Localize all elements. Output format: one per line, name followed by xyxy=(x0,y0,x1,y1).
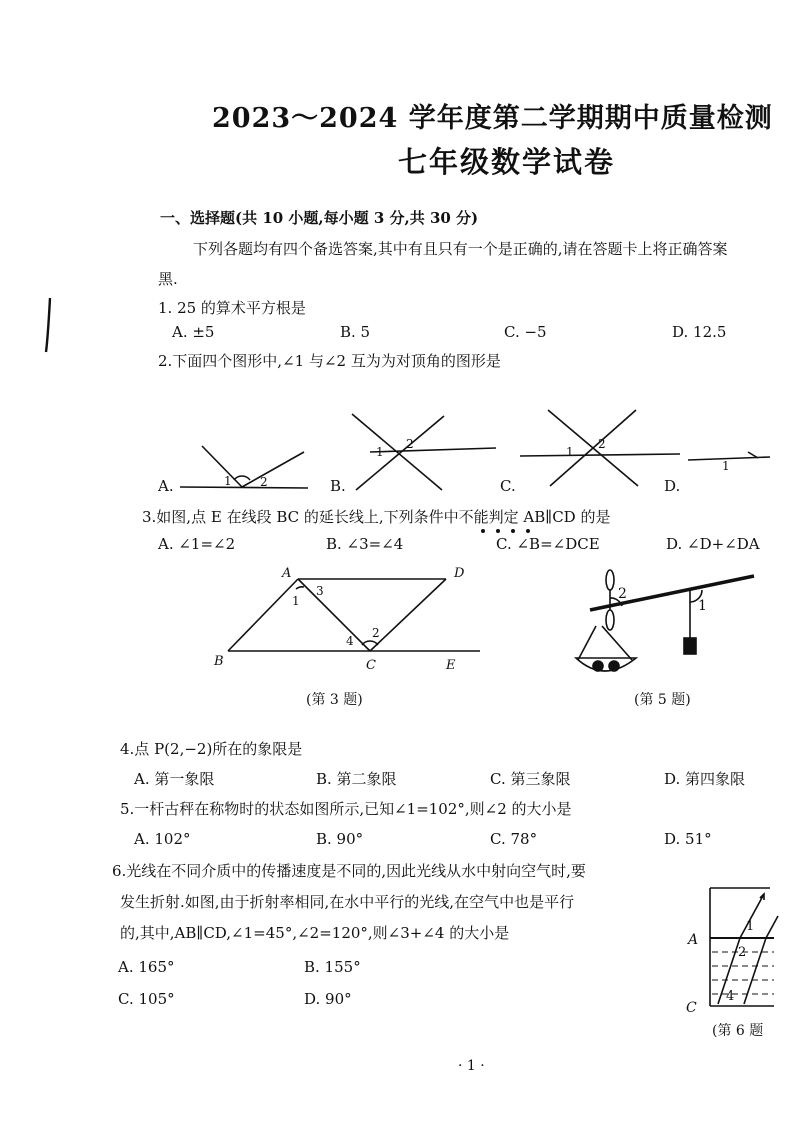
q5-option-a: A. 102° xyxy=(134,830,191,848)
q6-stem-line1: 6.光线在不同介质中的传播速度是不同的,因此光线从水中射向空气时,要 xyxy=(112,862,586,880)
q5-figure xyxy=(572,566,782,696)
q4-option-a: A. 第一象限 xyxy=(134,770,215,788)
q6-option-a: A. 165° xyxy=(118,958,175,976)
section-instructions: 下列各题均有四个备选答案,其中有且只有一个是正确的,请在答题卡上将正确答案 xyxy=(193,240,728,258)
q3-angle1-label: 1 xyxy=(292,594,300,608)
q3-stem: 3.如图,点 E 在线段 BC 的延长线上,下列条件中不能判定 AB∥CD 的是 xyxy=(142,508,611,526)
q2d-angle1-label: 1 xyxy=(722,459,730,473)
q2b-angle1-label: 1 xyxy=(376,445,384,459)
q6-option-b: B. 155° xyxy=(304,958,361,976)
q2b-angle2-label: 2 xyxy=(406,437,414,451)
q6-angle2-label: 2 xyxy=(738,945,747,960)
q3-figure-caption: (第 3 题) xyxy=(306,692,363,708)
exam-subtitle: 七年级数学试卷 xyxy=(398,145,616,179)
q6-point-a: A xyxy=(688,932,699,948)
q3-option-c: C. ∠B=∠DCE xyxy=(496,535,600,553)
q2a-angle1-label: 1 xyxy=(224,474,232,488)
q4-option-d: D. 第四象限 xyxy=(664,770,746,788)
q5-figure-caption: (第 5 题) xyxy=(634,692,691,708)
q4-option-c: C. 第三象限 xyxy=(490,770,571,788)
q1-option-b: B. 5 xyxy=(340,323,371,341)
section-instructions-cont: 黑. xyxy=(158,270,178,288)
q3-option-a: A. ∠1=∠2 xyxy=(158,535,236,553)
q1-option-c: C. −5 xyxy=(504,323,547,341)
q3-angle4-label: 4 xyxy=(346,634,354,648)
q2-stem: 2.下面四个图形中,∠1 与∠2 互为为对顶角的图形是 xyxy=(158,352,501,370)
q6-option-c: C. 105° xyxy=(118,990,175,1008)
q2-figure-b xyxy=(330,408,500,498)
q3-figure xyxy=(210,565,490,675)
q3-angle2-label: 2 xyxy=(372,626,380,640)
q1-stem: 1. 25 的算术平方根是 xyxy=(158,299,306,317)
q2-figure-c xyxy=(520,406,680,496)
q5-angle1-label: 1 xyxy=(698,598,707,614)
q2-option-d: D. xyxy=(664,477,681,495)
q6-angle4-label: 4 xyxy=(726,989,735,1004)
q2c-angle1-label: 1 xyxy=(566,445,574,459)
exam-title: 2023～2024 学年度第二学期期中质量检测 xyxy=(212,103,773,134)
q5-option-d: D. 51° xyxy=(664,830,712,848)
q3-option-b: B. ∠3=∠4 xyxy=(326,535,404,553)
q3-emphasis-dots xyxy=(478,528,548,534)
q6-figure-caption: (第 6 题 xyxy=(712,1023,764,1039)
q6-figure xyxy=(684,882,784,1016)
q5-angle2-label: 2 xyxy=(618,586,627,602)
q1-option-d: D. 12.5 xyxy=(672,323,727,341)
q3-point-d: D xyxy=(454,566,465,581)
q2-figure-d xyxy=(688,450,778,490)
q2-option-b: B. xyxy=(330,477,346,495)
q3-point-c: C xyxy=(366,658,376,673)
q2-option-a: A. xyxy=(158,477,174,495)
q6-option-d: D. 90° xyxy=(304,990,352,1008)
q3-point-e: E xyxy=(446,658,456,673)
section-heading: 一、选择题(共 10 小题,每小题 3 分,共 30 分) xyxy=(160,209,479,227)
q2-figure-a xyxy=(180,440,340,500)
q5-option-c: C. 78° xyxy=(490,830,538,848)
q2a-angle2-label: 2 xyxy=(260,475,268,489)
q4-stem: 4.点 P(2,−2)所在的象限是 xyxy=(120,740,303,758)
margin-pen-mark xyxy=(44,296,54,356)
q3-angle3-label: 3 xyxy=(316,584,324,598)
q6-angle1-label: 1 xyxy=(746,919,755,934)
page-number: · 1 · xyxy=(458,1058,485,1074)
q2-option-c: C. xyxy=(500,477,516,495)
q3-point-a: A xyxy=(282,566,292,581)
q2c-angle2-label: 2 xyxy=(598,437,606,451)
q5-option-b: B. 90° xyxy=(316,830,364,848)
q6-stem-line2: 发生折射.如图,由于折射率相同,在水中平行的光线,在空气中也是平行 xyxy=(120,893,575,911)
q3-point-b: B xyxy=(214,654,224,669)
q1-option-a: A. ±5 xyxy=(172,323,215,341)
q6-point-c: C xyxy=(686,1000,697,1016)
q4-option-b: B. 第二象限 xyxy=(316,770,397,788)
q6-stem-line3: 的,其中,AB∥CD,∠1=45°,∠2=120°,则∠3+∠4 的大小是 xyxy=(120,924,510,942)
q3-option-d: D. ∠D+∠DA xyxy=(666,535,760,553)
q5-stem: 5.一杆古秤在称物时的状态如图所示,已知∠1=102°,则∠2 的大小是 xyxy=(120,800,572,818)
